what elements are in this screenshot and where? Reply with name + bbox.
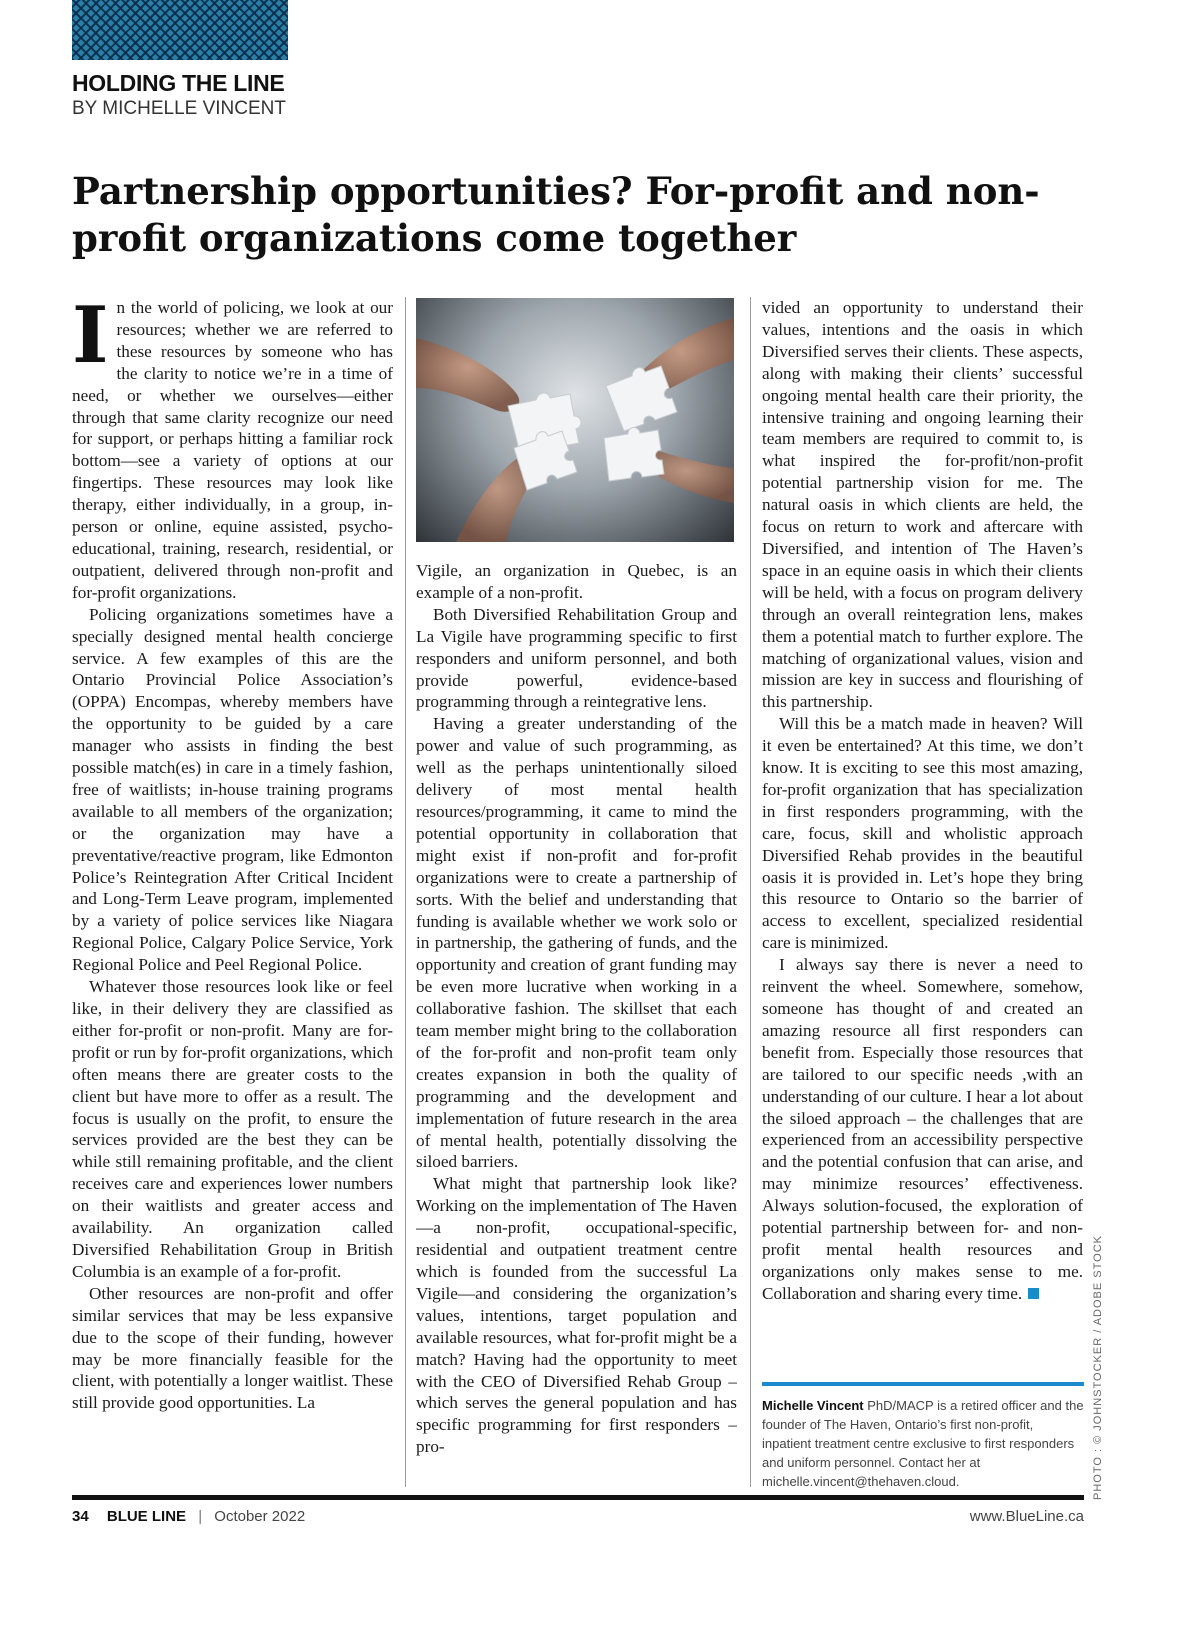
author-bio (762, 1382, 1084, 1491)
issue-date: October 2022 (214, 1508, 306, 1525)
bio-text: PhD/MACP is a retired officer and the founder of The Haven, Ontario’s first non-profit, inpatient treatment centre exclusive to first responders and uniform personnel. Contact her at michelle.vincent@thehaven.cloud. (762, 1398, 1084, 1489)
paragraph: I always say there is never a need to reinvent the wheel. Somewhere, somehow, someone has thought of and created an amazing resource all first responders can benefit from. Especially those resources that are tailored to our specific needs ,with an understanding of our culture. I hear a lot about the siloed approach – the challenges that are experienced from an accessibility perspective and the potential confusion that can arise, and may minimize resources’ effectiveness. Always solution-focused, the exploration of potential partnership between for- and non-profit mental health resources and organizations only makes sense to me. Collaboration and sharing every time. (762, 955, 1083, 1303)
footer-rule (72, 1495, 1084, 1500)
paragraph: vided an opportunity to understand their values, intentions and the oasis in which Diversified serves their clients. These aspects, along with making their clients’ successful ongoing mental health care their priority, the intensive training and ongoing learning their team members are required to commit to, is what inspired the for-profit/non-profit potential partnership vision for me. The natural oasis in which clients are held, the focus on return to work and aftercare with Diversified, and intention of The Haven’s space in an equine oasis in which their clients will be held, with a focus on program delivery through an overall reintegration lens, makes them a potential match to further explore. The matching of organizational values, vision and mission are key in success and flourishing of this partnership. (762, 298, 1083, 712)
paragraph: Will this be a match made in heaven? Will it even be entertained? At this time, we don’t know. It is exciting to see this most amazing, for-profit organization that has specialization in first responders programming, with the care, focus, skill and wholistic approach Diversified Rehab provides in the beautiful oasis it is provided in. Let’s hope they bring this resource to Ontario so the barrier of access to excellent, specialized residential care is minimized. (762, 714, 1083, 953)
article-column-3 (762, 297, 1083, 1487)
column-divider (405, 297, 406, 1487)
paragraph: In the world of policing, we look at our resources; whether we are referred to these resources by someone who has the clarity to notice we’re in a time of need, or whether we ourselves—either through that same clarity recognize our need for support, or perhaps hitting a familiar rock bottom—see a variety of options at our fingertips. These resources may look like therapy, either individually, in a group, in-person or online, equine assisted, psycho-educational, training, research, residential, or outpatient, delivered through non-profit and for-profit organizations. (72, 297, 393, 602)
column-divider (750, 297, 751, 1487)
photo-credit: PHOTO : © JOHNSTOCKER / ADOBE STOCK (1092, 1235, 1104, 1500)
website-link[interactable]: www.BlueLine.ca (969, 1508, 1084, 1525)
bio-name: Michelle Vincent (762, 1398, 864, 1413)
article-column-2 (416, 560, 737, 1487)
paragraph: Having a greater understanding of the power and value of such programming, as well as the perhaps unintentionally siloed delivery of most mental health resources/programming, it came to mind the potential opportunity in collaboration that might exist if non-profit and for-profit organizations were to create a partnership of sorts. With the belief and understanding that funding is available whether we work solo or in partnership, the gathering of funds, and the opportunity and creation of grant funding may be even more lucrative when working in a collaborative fashion. The skillset that each team member might bring to the collaboration of the for-profit and non-profit team only creates expansion in both the quality of programming and the development and implementation of future research in the area of mental health, potentially dissolving the siloed barriers. (416, 714, 737, 1172)
page-number: 34 (72, 1508, 89, 1525)
paragraph: Whatever those resources look like or feel like, in their delivery they are classified as either for-profit or non-profit. Many are for-profit or run by for-profit organizations, which often means there are greater costs to the client but have more to offer as a result. The focus is usually on the profit, to ensure the services provided are the best they can be while still remaining profitable, and the client receives care and experiences lower numbers on their waitlists and greater access and availability. An organization called Diversified Rehabilitation Group in British Columbia is an example of a for-profit. (72, 977, 393, 1281)
paragraph: Vigile, an organization in Quebec, is an example of a non-profit. (416, 561, 737, 602)
end-mark-icon (1028, 1288, 1039, 1299)
puzzle-illustration (416, 298, 734, 542)
page-footer (72, 1508, 1084, 1530)
paragraph: Other resources are non-profit and offer similar services that may be less expansive due to the scope of their funding, however may be more financially feasible for the client, with potentially a longer waitlist. These still provide good opportunities. La (72, 1283, 393, 1413)
header-pattern (72, 0, 288, 60)
paragraph: Policing organizations sometimes have a specially designed mental health concierge service. A few examples of this are the Ontario Provincial Police Association’s (OPPA) Encompas, whereby members have the opportunity to be guided by a care manager who assists in finding the best possible match(es) in care in a timely fashion, free of waitlists; in-house training programs available to all members of the organization; or the organization may have a preventative/reactive program, like Edmonton Police’s Reintegration After Critical Incident and Long-Term Leave program, implemented by a variety of police services like Niagara Regional Police, Calgary Police Service, York Regional Police and Peel Regional Police. (72, 604, 393, 975)
paragraph: What might that partnership look like? Working on the implementation of The Haven—a non-profit, occupational-specific, residential and outpatient treatment centre which is founded from the successful La Vigile—and considering the organization’s values, intentions, target population and available resources, what for-profit might be a match? Having had the opportunity to meet with the CEO of Diversified Rehab Group – which serves the general population and has specific programming for first responders – pro- (416, 1174, 737, 1457)
column-name: HOLDING THE LINE (72, 70, 285, 96)
article-column-1 (72, 297, 393, 1487)
paragraph: Both Diversified Rehabilitation Group and La Vigile have programming specific to first responders and uniform personnel, and both provide powerful, evidence-based programming through a reintegrative lens. (416, 604, 737, 712)
byline: BY MICHELLE VINCENT (72, 98, 286, 119)
magazine-name: BLUE LINE (106, 1508, 187, 1525)
drop-cap: I (72, 297, 109, 381)
footer-separator: | (198, 1508, 203, 1525)
puzzle-hands-photo (416, 298, 734, 542)
article-headline: Partnership opportunities? For-profit and non-profit organizations come together (72, 169, 1040, 260)
